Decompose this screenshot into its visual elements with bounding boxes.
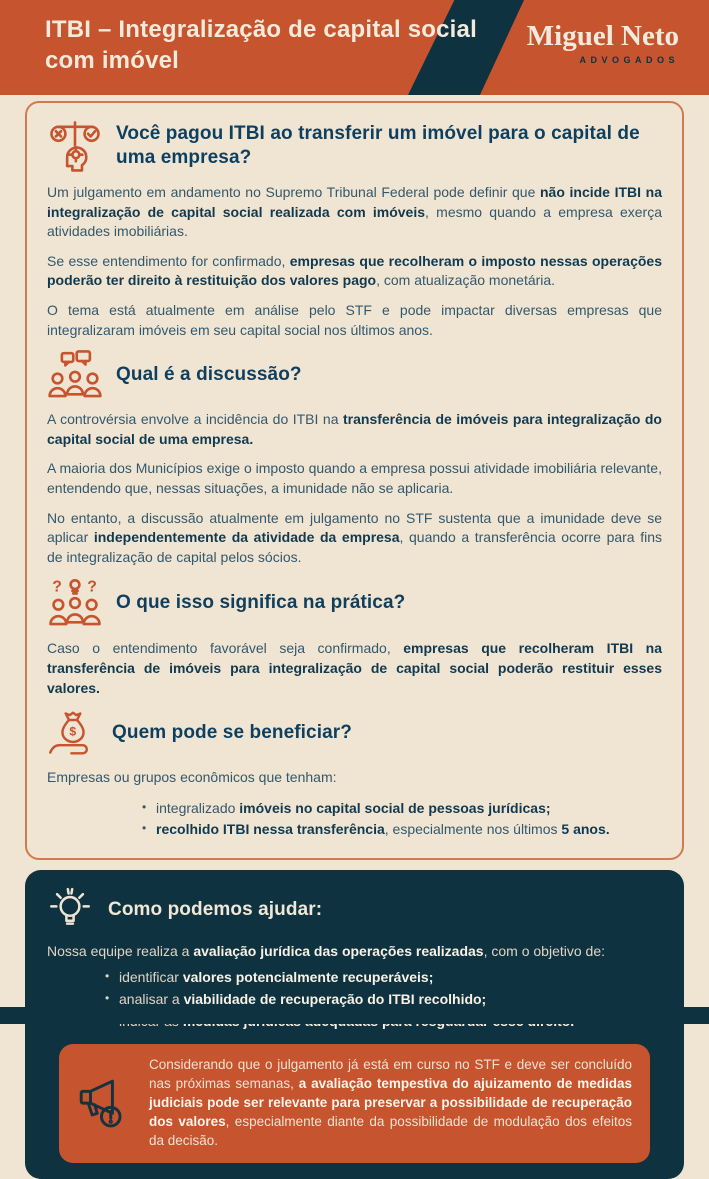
- callout-text: Considerando que o julgamento já está em curso no STF e deve ser concluído nas próximas semanas, a avaliação tempestiva do ajuizamento de medidas judiciais pode ser relevante para preservar a possibilidade de recuperação dos valores, especialmente diante da possibilidade de modulação dos efeitos da decisão.: [149, 1057, 632, 1148]
- section-practice-header: [47, 577, 662, 629]
- page-title: ITBI – Integralização de capital social com imóvel: [45, 16, 477, 74]
- beneficiaries-list: [47, 798, 662, 840]
- section-heading: Qual é a discussão?: [116, 364, 302, 386]
- help-panel: [25, 870, 684, 1179]
- section-intro-header: [47, 119, 662, 173]
- footer-strip: [0, 1007, 709, 1024]
- paragraph: No entanto, a discussão atualmente em julgamento no STF sustenta que a imunidade deve se aplicar independentemente da atividade da empresa, quando a transferência ocorre para fins de integralização de capital pelos sócios.: [47, 509, 662, 565]
- discussion-people-icon: [47, 350, 103, 400]
- megaphone-alert-icon: [77, 1076, 131, 1132]
- firm-logo: [527, 22, 679, 65]
- help-intro: Nossa equipe realiza a avaliação jurídica das operações realizadas, com o objetivo de:: [47, 942, 605, 959]
- paragraph: Empresas ou grupos econômicos que tenham:: [47, 769, 337, 786]
- svg-text:?: ?: [52, 578, 62, 596]
- logo-name: Miguel Neto: [526, 20, 679, 52]
- money-hand-icon: [47, 708, 99, 758]
- list-item: • integralizado imóveis no capital social de pessoas jurídicas;: [142, 798, 662, 819]
- section-heading: Você pagou ITBI ao transferir um imóvel para o capital de uma empresa?: [116, 123, 640, 168]
- section-beneficiaries-header: [47, 708, 662, 758]
- help-panel-header: [47, 886, 662, 934]
- lightbulb-icon: [47, 886, 93, 934]
- paragraph: Um julgamento em andamento no Supremo Tribunal Federal pode definir que não incide ITBI na integralização de capital social realizada com imóveis, mesmo quando a empresa exerça atividades imobiliárias.: [47, 184, 662, 240]
- logo-subtitle: ADVOGADOS: [579, 55, 679, 65]
- svg-text:$: $: [69, 724, 77, 739]
- main-content-box: [25, 101, 684, 860]
- paragraph: A maioria dos Municípios exige o imposto quando a empresa possui atividade imobiliária relevante, entendendo que, nessas situações, a imunidade não se aplicaria.: [47, 460, 662, 496]
- paragraph: O tema está atualmente em análise pelo STF e pode impactar diversas empresas que integralizaram imóveis em seu capital social nos últimos anos.: [47, 301, 662, 338]
- list-item: • identificar valores potencialmente recuperáveis;: [105, 967, 662, 989]
- header-banner: [0, 0, 709, 95]
- paragraph: Se esse entendimento for confirmado, empresas que recolheram o imposto nessas operações poderão ter direito à restituição dos valores pago, com atualização monetária.: [47, 252, 663, 289]
- list-item: • analisar a viabilidade de recuperação do ITBI recolhido;: [105, 989, 662, 1011]
- paragraph: Caso o entendimento favorável seja confirmado, empresas que recolheram ITBI na transferência de imóveis para integralização de capital social poderão restituir esses valores.: [47, 640, 663, 696]
- help-panel-heading: Como podemos ajudar:: [108, 898, 323, 920]
- question-people-icon: [47, 577, 103, 629]
- list-item: • recolhido ITBI nessa transferência, especialmente nos últimos 5 anos.: [142, 819, 662, 840]
- section-discussion-header: [47, 350, 662, 400]
- section-heading: O que isso significa na prática?: [116, 592, 406, 614]
- section-heading: Quem pode se beneficiar?: [112, 722, 352, 744]
- svg-text:?: ?: [87, 578, 97, 596]
- balance-head-icon: [47, 119, 103, 173]
- paragraph: A controvérsia envolve a incidência do ITBI na transferência de imóveis para integralização do capital social de uma empresa.: [47, 411, 662, 447]
- urgency-callout: [59, 1044, 650, 1162]
